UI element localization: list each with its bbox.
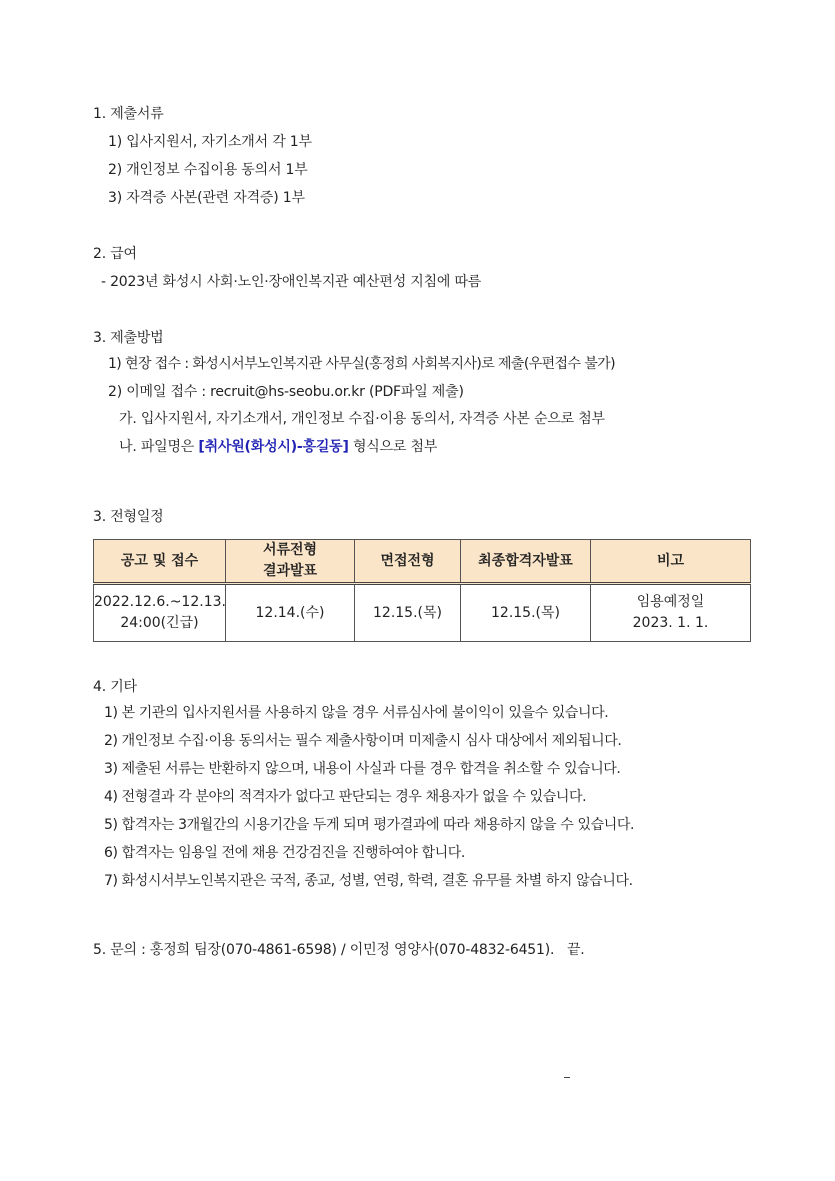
cell-document-result: 12.14.(수) <box>226 584 355 642</box>
section-1-title: 1. 제출서류 <box>93 106 164 122</box>
header-interview: 면접전형 <box>355 540 461 584</box>
section-4-item: 5) 합격자는 3개월간의 시용기간을 두게 되며 평가결과에 따라 채용하지 않을 수 있습니다. <box>104 817 635 833</box>
page-footer-dash <box>564 1077 570 1078</box>
schedule-header-row <box>94 540 751 584</box>
header-remarks: 비고 <box>591 540 751 584</box>
cell-announcement: 2022.12.6.~12.13. 24:00(긴급) <box>94 584 226 642</box>
section-1-item: 2) 개인정보 수집이용 동의서 1부 <box>108 162 308 178</box>
schedule-title: 3. 전형일정 <box>93 509 164 525</box>
section-1-item: 3) 자격증 사본(관련 자격증) 1부 <box>108 190 305 206</box>
filename-prefix: 나. 파일명은 <box>119 439 199 455</box>
section-3-filename-line <box>119 438 437 456</box>
section-4-item: 4) 전형결과 각 분야의 적격자가 없다고 판단되는 경우 채용자가 없을 수 있습니다. <box>104 789 587 805</box>
header-document-result: 서류전형 결과발표 <box>226 540 355 584</box>
section-4-item: 7) 화성시서부노인복지관은 국적, 종교, 성별, 연령, 학력, 결혼 유무를 차별 하지 않습니다. <box>104 873 633 889</box>
section-1-item: 1) 입사지원서, 자기소개서 각 1부 <box>108 134 312 150</box>
section-3-item-email: 2) 이메일 접수 : recruit@hs-seobu.or.kr (PDF파일 제출) <box>108 384 464 400</box>
section-3-title: 3. 제출방법 <box>93 330 164 346</box>
section-4-item: 6) 합격자는 임용일 전에 채용 건강검진을 진행하여야 합니다. <box>104 845 465 861</box>
contact-line: 5. 문의 : 홍정희 팀장(070-4861-6598) / 이민정 영양사(070-4832-6451). 끝. <box>93 942 585 958</box>
section-2-item: - 2023년 화성시 사회·노인·장애인복지관 예산편성 지침에 따름 <box>101 274 482 290</box>
cell-interview: 12.15.(목) <box>355 584 461 642</box>
cell-final-result: 12.15.(목) <box>461 584 591 642</box>
cell-remarks: 임용예정일 2023. 1. 1. <box>591 584 751 642</box>
section-4-item: 1) 본 기관의 입사지원서를 사용하지 않을 경우 서류심사에 불이익이 있을수 있습니다. <box>104 705 609 721</box>
filename-format-highlight: [취사원(화성시)-홍길동] <box>198 439 349 455</box>
schedule-table <box>93 539 751 642</box>
section-4-title: 4. 기타 <box>93 679 137 695</box>
section-4-item: 2) 개인정보 수집·이용 동의서는 필수 제출사항이며 미제출시 심사 대상에서 제외됩니다. <box>104 733 622 749</box>
section-3-item: 1) 현장 접수 : 화성시서부노인복지관 사무실(홍정희 사회복지사)로 제출(우편접수 불가) <box>108 356 615 372</box>
table-row <box>94 584 751 642</box>
section-3-sub-item: 가. 입사지원서, 자기소개서, 개인정보 수집·이용 동의서, 자격증 사본 순으로 첨부 <box>119 411 605 427</box>
filename-suffix: 형식으로 첨부 <box>348 439 438 455</box>
header-final-result: 최종합격자발표 <box>461 540 591 584</box>
section-2-title: 2. 급여 <box>93 246 137 262</box>
section-4-item: 3) 제출된 서류는 반환하지 않으며, 내용이 사실과 다를 경우 합격을 취소할 수 있습니다. <box>104 761 621 777</box>
header-announcement: 공고 및 접수 <box>94 540 226 584</box>
